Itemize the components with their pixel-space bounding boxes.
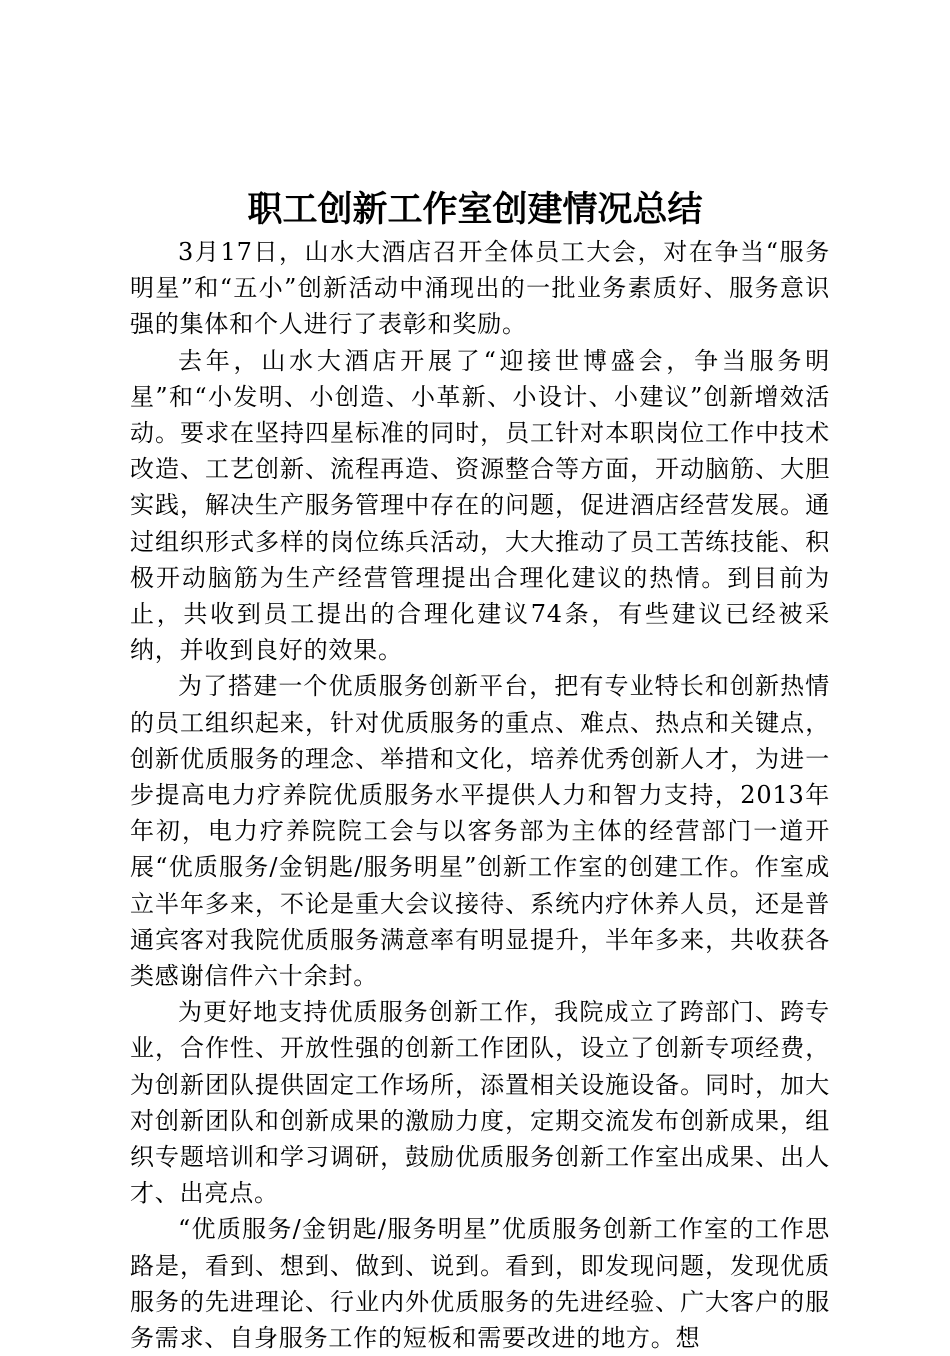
paragraph-1: 3月17日，山水大酒店召开全体员工大会，对在争当“服务明星”和“五小”创新活动中涌现出的一批业务素质好、服务意识强的集体和个人进行了表彰和奖励。 bbox=[130, 238, 830, 339]
paragraph-4: 为更好地支持优质服务创新工作，我院成立了跨部门、跨专业，合作性、开放性强的创新工作团队，设立了创新专项经费，为创新团队提供固定工作场所，添置相关设施设备。同时，加大对创新团队和创新成果的激励力度，定期交流发布创新成果，组织专题培训和学习调研，鼓励优质服务创新工作室出成果、出人才、出亮点。 bbox=[130, 998, 830, 1208]
paragraph-2: 去年，山水大酒店开展了“迎接世博盛会，争当服务明星”和“小发明、小创造、小革新、小设计、小建议”创新增效活动。要求在坚持四星标准的同时，员工针对本职岗位工作中技术改造、工艺创新、流程再造、资源整合等方面，开动脑筋、大胆实践，解决生产服务管理中存在的问题，促进酒店经营发展。通过组织形式多样的岗位练兵活动，大大推动了员工苦练技能、积极开动脑筋为生产经营管理提出合理化建议的热情。到目前为止，共收到员工提出的合理化建议74条，有些建议已经被采纳，并收到良好的效果。 bbox=[130, 346, 830, 665]
paragraph-3: 为了搭建一个优质服务创新平台，把有专业特长和创新热情的员工组织起来，针对优质服务的重点、难点、热点和关键点，创新优质服务的理念、举措和文化，培养优秀创新人才，为进一步提高电力疗养院优质服务水平提供人力和智力支持，2013年年初，电力疗养院院工会与以客务部为主体的经营部门一道开展“优质服务/金钥匙/服务明星”创新工作室的创建工作。作室成立半年多来，不论是重大会议接待、系统内疗休养人员，还是普通宾客对我院优质服务满意率有明显提升，半年多来，共收获各类感谢信件六十余封。 bbox=[130, 672, 830, 991]
document-title: 职工创新工作室创建情况总结 bbox=[247, 189, 703, 230]
paragraph-5: “优质服务/金钥匙/服务明星”优质服务创新工作室的工作思路是，看到、想到、做到、说到。看到，即发现问题，发现优质服务的先进理论、行业内外优质服务的先进经验、广大客户的服务需求、自身服务工作的短板和需要改进的地方。想 bbox=[130, 1215, 830, 1353]
document-body bbox=[130, 234, 830, 1356]
